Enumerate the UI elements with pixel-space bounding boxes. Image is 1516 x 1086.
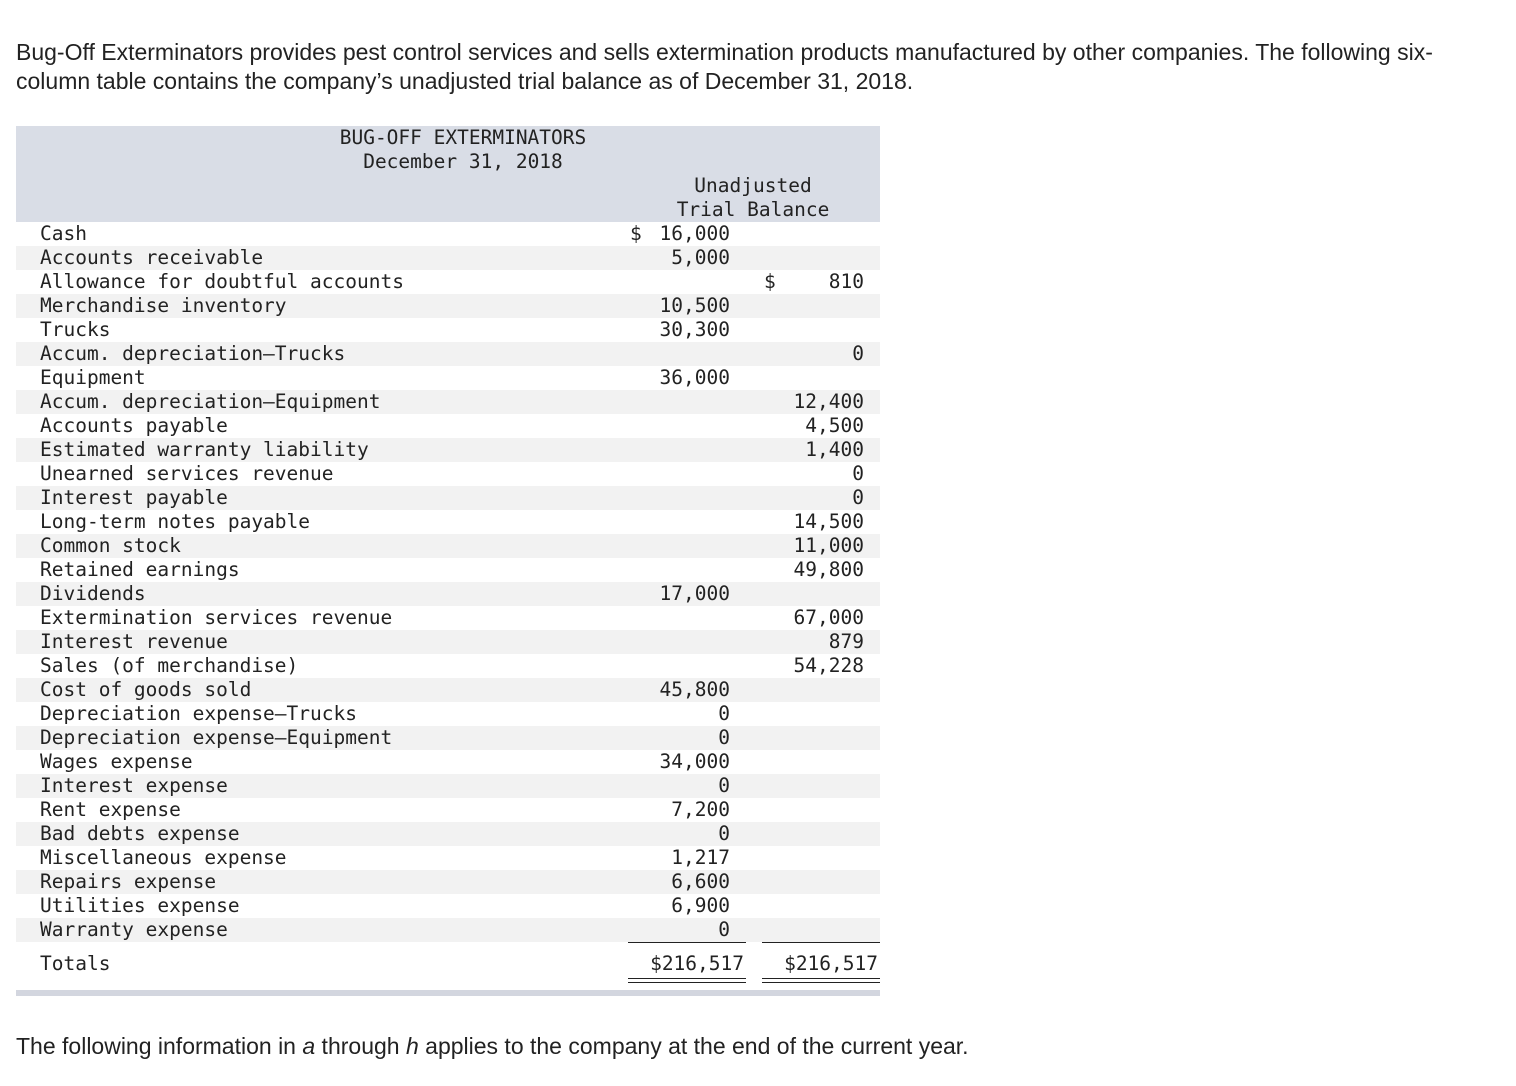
credit-amount: 810 — [828, 270, 864, 293]
account-name: Bad debts expense — [40, 822, 240, 845]
debit-amount: 0 — [718, 774, 730, 797]
column-header-line2: Trial Balance — [676, 198, 830, 221]
table-row — [16, 606, 880, 630]
table-row — [16, 798, 880, 822]
credit-amount: 14,500 — [793, 510, 864, 533]
table-row — [16, 846, 880, 870]
account-name: Depreciation expense—Equipment — [40, 726, 393, 749]
table-row — [16, 558, 880, 582]
outro-part2: through — [315, 1033, 406, 1059]
outro-part3: applies to the company at the end of the current year. — [418, 1033, 969, 1059]
debit-amount: 0 — [718, 726, 730, 749]
account-name: Sales (of merchandise) — [40, 654, 299, 677]
account-name: Equipment — [40, 366, 146, 389]
account-name: Interest payable — [40, 486, 228, 509]
account-name: Allowance for doubtful accounts — [40, 270, 404, 293]
account-name: Repairs expense — [40, 870, 217, 893]
table-row — [16, 750, 880, 774]
credit-amount: 54,228 — [793, 654, 864, 677]
debit-amount: 6,900 — [671, 894, 730, 917]
outro-part1: The following information in — [16, 1033, 303, 1059]
account-name: Accounts receivable — [40, 246, 264, 269]
table-row — [16, 222, 880, 246]
debit-amount: 0 — [718, 702, 730, 725]
table-row — [16, 318, 880, 342]
totals-row — [16, 942, 880, 990]
debit-amount: 34,000 — [659, 750, 730, 773]
table-row — [16, 246, 880, 270]
table-row — [16, 630, 880, 654]
credit-currency-sign: $ — [764, 270, 776, 293]
trial-balance-table — [16, 126, 880, 996]
credit-amount: 0 — [852, 342, 864, 365]
company-name: BUG-OFF EXTERMINATORS — [339, 126, 587, 149]
debit-amount: 10,500 — [659, 294, 730, 317]
account-name: Retained earnings — [40, 558, 240, 581]
outro-paragraph — [16, 1032, 1476, 1061]
account-name: Unearned services revenue — [40, 462, 334, 485]
credit-amount: 0 — [852, 462, 864, 485]
debit-currency-sign: $ — [630, 222, 642, 245]
table-row — [16, 342, 880, 366]
account-name: Accum. depreciation—Equipment — [40, 390, 381, 413]
table-row — [16, 678, 880, 702]
account-name: Dividends — [40, 582, 146, 605]
debit-amount: 30,300 — [659, 318, 730, 341]
table-row — [16, 582, 880, 606]
table-row — [16, 510, 880, 534]
account-rows — [16, 222, 880, 942]
debit-amount: 16,000 — [659, 222, 730, 245]
debit-amount: 1,217 — [671, 846, 730, 869]
outro-h: h — [405, 1033, 419, 1059]
account-name: Miscellaneous expense — [40, 846, 287, 869]
debit-amount: 0 — [718, 918, 730, 941]
table-row — [16, 774, 880, 798]
debit-amount: 36,000 — [659, 366, 730, 389]
table-row — [16, 702, 880, 726]
debit-amount: 7,200 — [671, 798, 730, 821]
debit-amount: 6,600 — [671, 870, 730, 893]
table-row — [16, 438, 880, 462]
debit-double-underline — [628, 978, 746, 983]
account-name: Rent expense — [40, 798, 181, 821]
account-name: Estimated warranty liability — [40, 438, 369, 461]
credit-amount: 1,400 — [805, 438, 864, 461]
account-name: Interest expense — [40, 774, 228, 797]
account-name: Warranty expense — [40, 918, 228, 941]
table-row — [16, 486, 880, 510]
table-row — [16, 366, 880, 390]
credit-double-underline — [762, 978, 880, 983]
credit-amount: 49,800 — [793, 558, 864, 581]
account-name: Accounts payable — [40, 414, 228, 437]
credit-underline — [762, 942, 880, 943]
debit-amount: 17,000 — [659, 582, 730, 605]
account-name: Extermination services revenue — [40, 606, 393, 629]
account-name: Cash — [40, 222, 87, 245]
table-row — [16, 654, 880, 678]
credit-amount: 67,000 — [793, 606, 864, 629]
table-row — [16, 894, 880, 918]
account-name: Wages expense — [40, 750, 193, 773]
table-row — [16, 726, 880, 750]
account-name: Accum. depreciation—Trucks — [40, 342, 346, 365]
table-row — [16, 870, 880, 894]
credit-amount: 11,000 — [793, 534, 864, 557]
credit-amount: 12,400 — [793, 390, 864, 413]
table-row — [16, 822, 880, 846]
credit-amount: 0 — [852, 486, 864, 509]
account-name: Interest revenue — [40, 630, 228, 653]
account-name: Merchandise inventory — [40, 294, 287, 317]
account-name: Trucks — [40, 318, 111, 341]
debit-amount: 0 — [718, 822, 730, 845]
debit-amount: 5,000 — [671, 246, 730, 269]
total-credit: $216,517 — [784, 952, 878, 975]
outro-a: a — [302, 1033, 316, 1059]
table-row — [16, 390, 880, 414]
account-name: Depreciation expense—Trucks — [40, 702, 357, 725]
table-row — [16, 294, 880, 318]
totals-label: Totals — [40, 952, 111, 975]
account-name: Cost of goods sold — [40, 678, 252, 701]
debit-underline — [628, 942, 746, 943]
debit-amount: 45,800 — [659, 678, 730, 701]
table-row — [16, 462, 880, 486]
table-bottom-bar — [16, 990, 880, 996]
table-row — [16, 534, 880, 558]
table-row — [16, 918, 880, 942]
account-name: Long-term notes payable — [40, 510, 311, 533]
intro-paragraph: Bug-Off Exterminators provides pest control services and sells extermination products manufactured by other companies. The following six-column table contains the company’s unadjusted trial balance as of December 31, 2018. — [16, 39, 1433, 94]
table-row — [16, 270, 880, 294]
credit-amount: 4,500 — [805, 414, 864, 437]
column-header-line1: Unadjusted — [694, 174, 812, 197]
total-debit: $216,517 — [650, 952, 744, 975]
table-row — [16, 414, 880, 438]
credit-amount: 879 — [828, 630, 864, 653]
statement-date: December 31, 2018 — [363, 150, 563, 173]
table-header — [16, 126, 880, 222]
account-name: Utilities expense — [40, 894, 240, 917]
account-name: Common stock — [40, 534, 181, 557]
